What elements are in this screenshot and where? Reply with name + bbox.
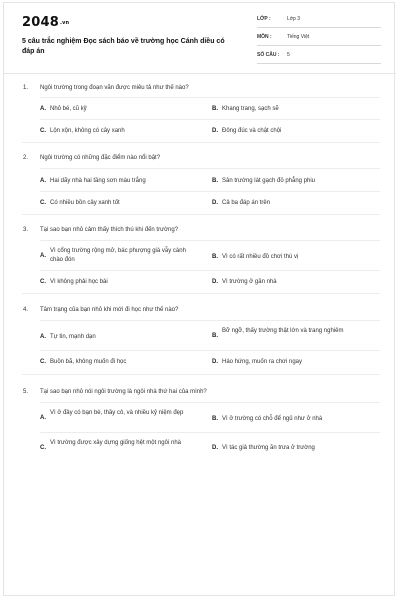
option-text: Vì cổng trường rộng mở, bác phượng già vẫy cành chào đón <box>50 248 186 263</box>
option-letter: B. <box>212 333 218 339</box>
option-letter: D. <box>212 128 218 134</box>
option-text: Vì trường ở gần nhà <box>222 279 277 285</box>
option-text: Nhỏ bé, cũ kỹ <box>50 106 87 112</box>
worksheet-meta <box>257 13 381 67</box>
option-text: Vì ở đây có bạn bè, thầy cô, và nhiều kỷ niệm đẹp <box>50 410 184 416</box>
option-text: Vì tác giả thường ăn trưa ở trường <box>222 445 315 451</box>
meta-label: SỐ CÂU : <box>257 52 280 58</box>
question-text: Ngôi trường có những đặc điểm nào nổi bật? <box>40 155 161 161</box>
option-letter: B. <box>212 254 218 260</box>
option-text: Buồn bã, không muốn đi học <box>50 359 127 365</box>
option-letter: D. <box>212 279 218 285</box>
option-divider <box>40 350 380 351</box>
option-letter: D. <box>212 200 218 206</box>
meta-row-grade <box>257 13 381 28</box>
question-header <box>4 83 396 96</box>
document-title: 5 câu trắc nghiệm Đọc sách báo về trường học Cánh diều có đáp án <box>22 38 225 55</box>
question-header <box>4 387 396 400</box>
option-text: Vì ở trường có chỗ để ngủ như ở nhà <box>222 416 323 422</box>
option-letter: A. <box>40 178 46 184</box>
question-divider <box>40 97 380 98</box>
meta-value: 5 <box>287 52 290 58</box>
meta-row-subject <box>257 31 381 46</box>
option-letter: C. <box>40 445 46 451</box>
question-divider <box>40 320 380 321</box>
option-text: Lộn xộn, không có cây xanh <box>50 128 125 134</box>
meta-label: LỚP : <box>257 16 271 22</box>
header-divider <box>4 73 396 74</box>
option-letter: D. <box>212 359 218 365</box>
logo-main-text: 2048 <box>22 15 59 30</box>
logo-suffix-text: .vn <box>59 19 70 26</box>
option-text: Bỡ ngỡ, thấy trường thật lớn và trang nghiêm <box>222 328 344 334</box>
question-5 <box>4 387 396 479</box>
question-divider <box>40 168 380 169</box>
option-letter: A. <box>40 415 46 421</box>
option-letter: A. <box>40 334 46 340</box>
option-letter: B. <box>212 178 218 184</box>
question-number: 3. <box>23 227 29 233</box>
meta-value: Lớp 3 <box>287 16 301 22</box>
question-header <box>4 305 396 318</box>
question-header <box>4 225 396 238</box>
option-letter: D. <box>212 445 218 451</box>
question-separator <box>22 293 380 294</box>
option-text: Vì không phải học bài <box>50 279 108 285</box>
option-text: Khang trang, sạch sẽ <box>222 106 279 112</box>
option-letter: B. <box>212 106 218 112</box>
option-letter: A. <box>40 253 46 259</box>
option-divider <box>40 119 380 120</box>
option-text: Cả ba đáp án trên <box>222 200 271 206</box>
site-logo[interactable] <box>22 15 69 30</box>
meta-label: MÔN : <box>257 34 272 40</box>
meta-row-question-count <box>257 49 381 64</box>
question-4 <box>4 305 396 397</box>
option-divider <box>40 270 380 271</box>
question-separator <box>22 214 380 215</box>
option-letter: C. <box>40 279 46 285</box>
option-letter: C. <box>40 128 46 134</box>
option-text: Tự tin, mạnh dạn <box>50 334 96 340</box>
option-text: Sân trường lát gạch đỏ phẳng phiu <box>222 178 316 184</box>
option-divider <box>40 191 380 192</box>
question-header <box>4 153 396 166</box>
question-divider <box>40 240 380 241</box>
option-text: Có nhiều bồn cây xanh tốt <box>50 200 120 206</box>
option-letter: A. <box>40 106 46 112</box>
question-number: 2. <box>23 155 29 161</box>
question-number: 4. <box>23 307 29 313</box>
question-text: Tại sao bạn nhỏ cảm thấy thích thú khi đến trường? <box>40 227 179 233</box>
question-text: Tâm trạng của bạn nhỏ khi mới đi học như thế nào? <box>40 307 179 313</box>
option-letter: C. <box>40 200 46 206</box>
worksheet-header <box>4 3 396 67</box>
option-text: Vì có rất nhiều đồ chơi thú vị <box>222 254 299 260</box>
option-text: Vì trường được xây dựng giống hệt một ngôi nhà <box>50 440 181 446</box>
meta-value: Tiếng Việt <box>287 34 310 40</box>
question-text: Ngôi trường trong đoạn văn được miêu tả như thế nào? <box>40 85 189 91</box>
question-number: 1. <box>23 85 29 91</box>
question-separator <box>22 142 380 143</box>
option-text: Đông đúc và chật chội <box>222 128 282 134</box>
option-text: Háo hứng, muốn ra chơi ngay <box>222 359 302 365</box>
question-text: Tại sao bạn nhỏ nói ngôi trường là ngôi nhà thứ hai của mình? <box>40 389 207 395</box>
question-divider <box>40 402 380 403</box>
question-separator <box>22 374 380 375</box>
option-text: Hai dãy nhà hai tầng sơn màu trắng <box>50 178 146 184</box>
option-letter: C. <box>40 359 46 365</box>
question-3 <box>4 225 396 317</box>
option-letter: B. <box>212 416 218 422</box>
question-number: 5. <box>23 389 29 395</box>
option-divider <box>40 432 380 433</box>
worksheet-page <box>3 2 395 596</box>
